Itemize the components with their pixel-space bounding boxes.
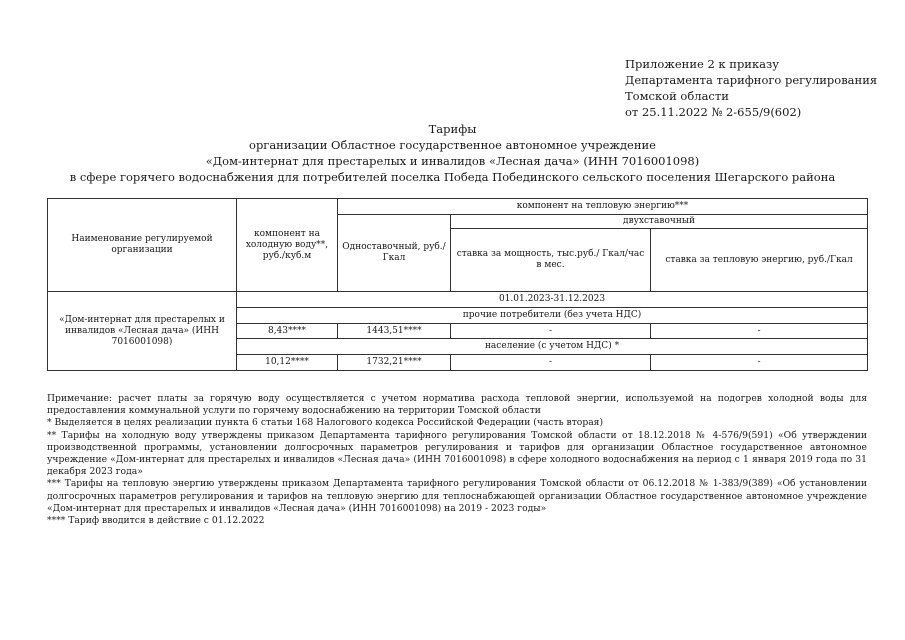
appendix-line: от 25.11.2022 № 2-655/9(602): [625, 105, 802, 119]
note-paragraph: Примечание: расчет платы за горячую воду осуществляется с учетом норматива расхода тепловой энергии, используемой на подогрев холодной воды для предоставления коммунальной услуги по горячему водоснабжению на территории Томской области: [47, 393, 867, 417]
single-rate-value: 1732,21****: [338, 355, 451, 371]
group-label: население (с учетом НДС) *: [237, 339, 868, 355]
header-heat-component: компонент на тепловую энергию***: [338, 199, 868, 215]
title-line: Тарифы: [428, 122, 477, 136]
appendix-line: Департамента тарифного регулирования: [625, 73, 878, 87]
header-org-name: Наименование регулируемой организации: [48, 199, 237, 292]
capacity-rate-value: -: [451, 324, 651, 339]
note-paragraph: * Выделяется в целях реализации пункта 6 статьи 168 Налогового кодекса Российской Федерации (часть вторая): [47, 417, 604, 429]
header-single-rate: Одноставочный, руб./Гкал: [338, 215, 451, 292]
tariff-table: [47, 198, 868, 371]
group-label: прочие потребители (без учета НДС): [237, 308, 868, 324]
appendix-header: [625, 56, 877, 120]
notes-section: [47, 393, 867, 527]
title-line: «Дом-интернат для престарелых и инвалидов «Лесная дача» (ИНН 7016001098): [205, 154, 700, 168]
period-cell: 01.01.2023-31.12.2023: [237, 292, 868, 308]
title-line: организации Областное государственное автономное учреждение: [249, 138, 656, 152]
header-energy-rate: ставка за тепловую энергию, руб./Гкал: [651, 229, 868, 292]
single-rate-value: 1443,51****: [338, 324, 451, 339]
note-paragraph: *** Тарифы на тепловую энергию утверждены приказом Департамента тарифного регулирования Томской области от 06.12.2018 № 1-383/9(389) «Об установлении долгосрочных параметров регулирования и тарифов на тепловую энергию для теплоснабжающей организации Областное государственное автономное учреждение «Дом-интернат для престарелых и инвалидов «Лесная дача» (ИНН 7016001098) на 2019 - 2023 годы»: [47, 478, 867, 514]
energy-rate-value: -: [651, 324, 868, 339]
header-two-rate: двухставочный: [451, 215, 868, 229]
note-paragraph: ** Тарифы на холодную воду утверждены приказом Департамента тарифного регулирования Томской области от 18.12.2018 № 4-576/9(591) «Об утверждении производственной программы, установлении долгосрочных параметров регулирования и тарифов для организации Областное государственное автономное учреждение «Дом-интернат для престарелых и инвалидов «Лесная дача» (ИНН 7016001098) в сфере холодного водоснабжения на период с 1 января 2019 года по 31 декабря 2023 года»: [47, 429, 867, 478]
org-name-cell: «Дом-интернат для престарелых и инвалидов «Лесная дача» (ИНН 7016001098): [48, 292, 237, 371]
capacity-rate-value: -: [451, 355, 651, 371]
cold-value: 8,43****: [237, 324, 338, 339]
cold-value: 10,12****: [237, 355, 338, 371]
note-paragraph: **** Тариф вводится в действие с 01.12.2022: [47, 515, 265, 527]
energy-rate-value: -: [651, 355, 868, 371]
header-capacity-rate: ставка за мощность, тыс.руб./ Гкал/час в мес.: [451, 229, 651, 292]
appendix-line: Томской области: [625, 89, 729, 103]
document-title: [40, 121, 865, 185]
header-cold-component: компонент на холодную воду**, руб./куб.м: [237, 199, 338, 292]
title-line: в сфере горячего водоснабжения для потребителей поселка Победа Побединского сельского поселения Шегарского района: [69, 170, 836, 184]
appendix-line: Приложение 2 к приказу: [625, 57, 780, 71]
